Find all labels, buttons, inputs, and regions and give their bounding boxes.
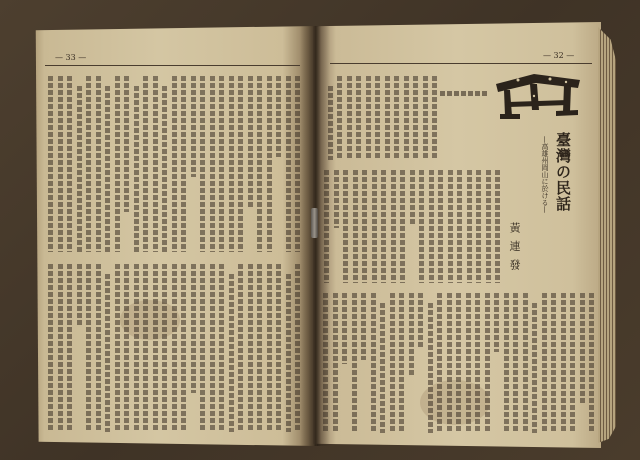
text-column — [86, 76, 91, 252]
text-column — [115, 76, 120, 252]
text-column — [410, 170, 415, 226]
text-column — [67, 76, 72, 252]
text-column — [115, 264, 120, 432]
header-rule-left — [45, 65, 300, 66]
text-column — [372, 170, 377, 283]
text-column — [86, 264, 91, 432]
text-column — [366, 76, 371, 160]
text-column — [238, 264, 243, 432]
text-column — [153, 264, 158, 432]
text-column — [248, 76, 253, 207]
text-column — [257, 76, 262, 252]
text-column — [475, 293, 480, 433]
page-number-left: — 33 — — [55, 53, 87, 62]
text-column — [134, 264, 139, 432]
text-column — [334, 170, 339, 228]
text-column — [105, 86, 110, 252]
text-column — [437, 293, 442, 433]
text-column — [162, 86, 167, 252]
text-column — [447, 293, 452, 433]
text-column — [570, 293, 575, 433]
text-column — [486, 170, 491, 283]
text-column — [375, 76, 380, 160]
text-column — [532, 303, 537, 433]
text-column — [323, 293, 328, 433]
text-column — [400, 170, 405, 283]
text-column — [391, 170, 396, 283]
text-column — [181, 264, 186, 432]
text-column — [404, 76, 409, 160]
text-column — [200, 76, 205, 252]
text-column — [276, 76, 281, 157]
text-column — [381, 170, 386, 283]
text-column — [466, 293, 471, 433]
text-column — [333, 293, 338, 433]
text-column — [200, 264, 205, 432]
text-column — [181, 76, 186, 252]
text-column — [419, 170, 424, 283]
article-title: 臺灣の民話 — [554, 132, 572, 212]
text-column — [295, 76, 300, 252]
text-column — [328, 86, 333, 160]
text-column — [219, 264, 224, 432]
text-column — [438, 170, 443, 283]
text-column — [456, 293, 461, 433]
text-column — [295, 264, 300, 432]
text-column — [394, 76, 399, 160]
text-column — [143, 264, 148, 432]
text-column — [343, 170, 348, 283]
text-column — [191, 76, 196, 177]
text-column — [494, 293, 499, 352]
text-column — [229, 76, 234, 252]
paper-stain — [120, 300, 180, 340]
text-column — [153, 76, 158, 252]
page-edges — [598, 27, 616, 443]
text-column — [257, 264, 262, 432]
text-column — [286, 274, 291, 432]
text-column — [580, 293, 585, 404]
text-column — [418, 293, 423, 347]
text-column — [58, 76, 63, 252]
text-column — [324, 170, 329, 283]
text-column — [134, 86, 139, 252]
illustration-caption — [440, 91, 488, 96]
text-column — [210, 264, 215, 432]
text-column — [467, 170, 472, 283]
text-column — [347, 76, 352, 160]
text-column — [219, 76, 224, 252]
text-column — [380, 303, 385, 433]
text-column — [238, 76, 243, 252]
text-column — [429, 170, 434, 283]
text-column — [352, 293, 357, 433]
text-column — [124, 76, 129, 212]
text-column — [485, 293, 490, 433]
text-column — [495, 170, 500, 283]
text-column — [96, 264, 101, 432]
text-column — [77, 264, 82, 326]
text-column — [67, 264, 72, 432]
header-rule-right — [330, 63, 592, 64]
text-column — [513, 293, 518, 433]
text-column — [229, 274, 234, 432]
staple — [311, 208, 318, 238]
text-column — [390, 293, 395, 433]
ink-illustration — [490, 70, 586, 122]
text-column — [48, 76, 53, 252]
text-column — [248, 264, 253, 432]
text-column — [172, 76, 177, 252]
text-column — [504, 293, 509, 433]
text-column — [337, 76, 342, 160]
text-column — [276, 264, 281, 432]
text-column — [58, 264, 63, 432]
text-column — [428, 303, 433, 433]
text-column — [409, 293, 414, 376]
text-column — [172, 264, 177, 432]
text-column — [589, 293, 594, 433]
text-column — [385, 76, 390, 160]
text-column — [77, 86, 82, 252]
text-column — [48, 264, 53, 432]
text-column — [523, 293, 528, 433]
text-column — [143, 76, 148, 252]
article-subtitle: —高雄州岡山に於ける— — [541, 136, 549, 213]
text-column — [356, 76, 361, 160]
text-column — [362, 170, 367, 283]
text-column — [448, 170, 453, 283]
text-column — [551, 293, 556, 433]
text-column — [267, 76, 272, 252]
article-author: 黃 連 發 — [508, 222, 521, 272]
text-column — [476, 170, 481, 283]
text-column — [371, 293, 376, 433]
text-column — [353, 170, 358, 283]
text-column — [191, 264, 196, 393]
text-column — [342, 293, 347, 364]
text-column — [124, 264, 129, 432]
text-column — [105, 274, 110, 432]
text-column — [399, 293, 404, 433]
text-column — [267, 264, 272, 432]
text-column — [423, 76, 428, 160]
text-column — [542, 293, 547, 433]
text-column — [210, 76, 215, 252]
text-column — [162, 264, 167, 432]
text-column — [286, 76, 291, 252]
text-column — [561, 293, 566, 433]
text-column — [457, 170, 462, 283]
text-column — [96, 76, 101, 252]
text-column — [413, 76, 418, 160]
text-column — [432, 76, 437, 160]
page-number-right: — 32 — — [543, 51, 575, 60]
text-column — [361, 293, 366, 360]
